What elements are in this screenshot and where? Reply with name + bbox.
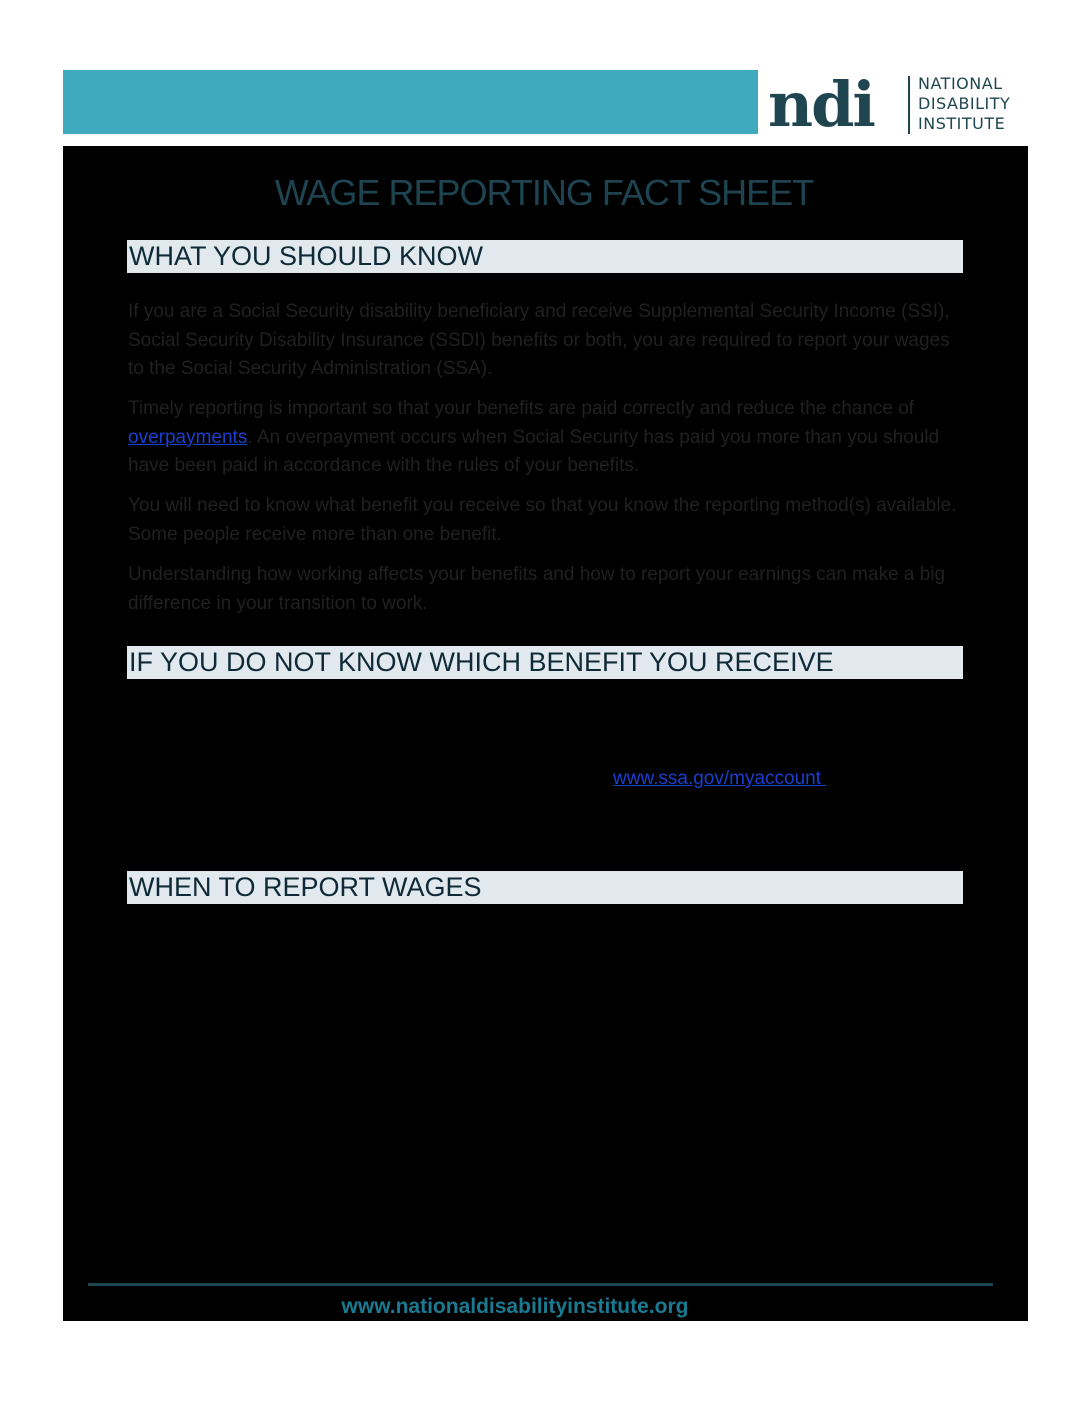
logo-line-2: DISABILITY <box>918 94 1011 113</box>
paragraph-timely-reporting <box>128 395 968 481</box>
paragraph-text: Timely reporting is important so that your benefits are paid correctly and reduce the chance of <box>128 398 915 419</box>
logo-wordmark <box>918 74 1010 134</box>
header-banner <box>63 70 758 134</box>
ssa-myaccount-link[interactable]: www.ssa.gov/myaccount <box>613 768 827 789</box>
section-heading-when-to-report: WHEN TO REPORT WAGES <box>127 871 963 904</box>
logo-line-1: NATIONAL <box>918 74 1003 93</box>
paragraph-intro: If you are a Social Security disability beneficiary and receive Supplemental Security Income (SSI), Social Security Disability Insurance (SSDI) benefits or both, you are required to report your wages to the Social Security Administration (SSA). <box>128 301 950 379</box>
paragraph-understanding: Understanding how working affects your benefits and how to report your earnings can make a big difference in your transition to work. <box>128 564 946 614</box>
logo-divider <box>908 76 910 134</box>
footer-website-link[interactable]: www.nationaldisabilityinstitute.org <box>341 1295 689 1318</box>
ndi-logo[interactable] <box>768 68 1038 141</box>
footer-divider <box>88 1283 993 1286</box>
paragraph-text: . An overpayment occurs when Social Security has paid you more than you should have been paid in accordance with the rules of your benefits. <box>128 426 940 476</box>
logo-mark: ndi <box>768 68 874 141</box>
paragraph-know-benefit: You will need to know what benefit you receive so that you know the reporting method(s) available. Some people receive more than one benefit. <box>128 495 957 545</box>
logo-line-3: INSTITUTE <box>918 114 1006 133</box>
overpayments-link[interactable]: overpayments <box>128 426 248 448</box>
section-heading-what-you-should-know: WHAT YOU SHOULD KNOW <box>127 240 963 273</box>
section-heading-which-benefit: IF YOU DO NOT KNOW WHICH BENEFIT YOU RECEIVE <box>127 646 963 679</box>
document-title: WAGE REPORTING FACT SHEET <box>274 172 814 213</box>
